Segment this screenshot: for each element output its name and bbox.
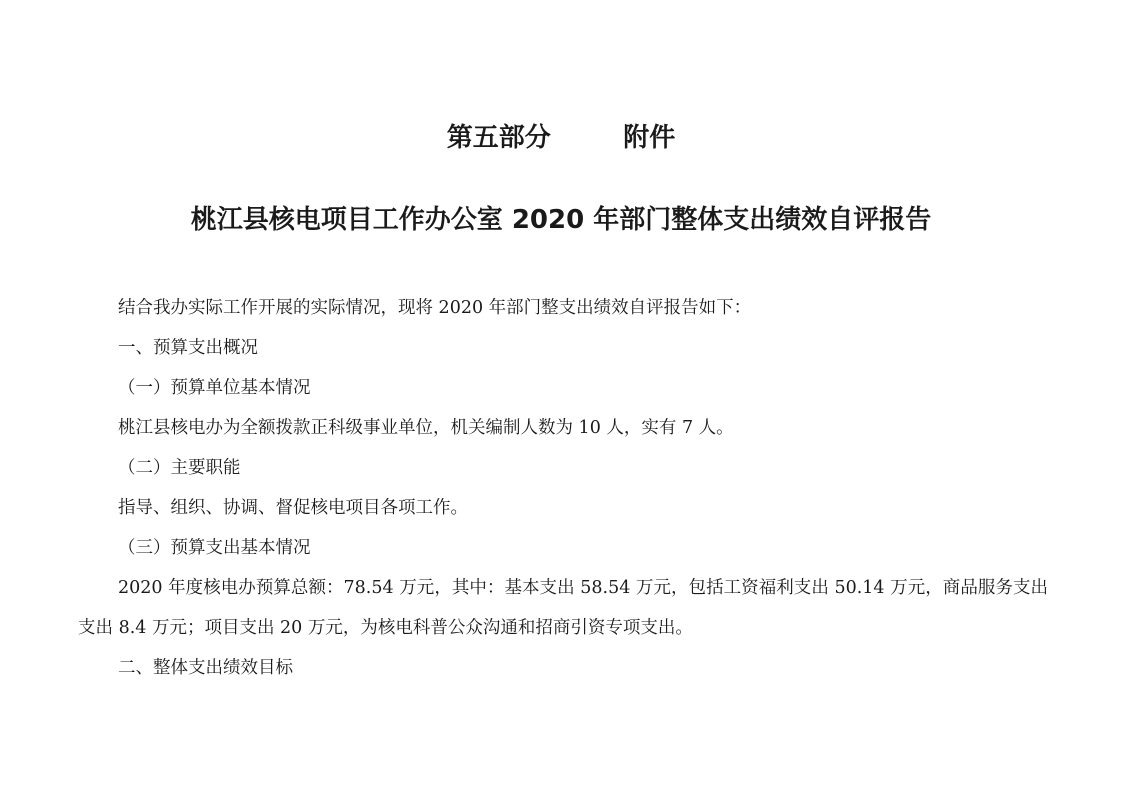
budget-expenditure-paragraph: 2020 年度核电办预算总额：78.54 万元，其中：基本支出 58.54 万元，包括工资福利支出 50.14 万元，商品服务支出支出 8.4 万元；项目支出 20 万元，为核电科普公众沟通和招商引资专项支出。	[78, 578, 1048, 638]
main-functions-paragraph: 指导、组织、协调、督促核电项目各项工作。	[118, 498, 468, 518]
intro-paragraph: 结合我办实际工作开展的实际情况，现将 2020 年部门整支出绩效自评报告如下：	[118, 298, 752, 318]
unit-info-paragraph: 桃江县核电办为全额拨款正科级事业单位，机关编制人数为 10 人，实有 7 人。	[118, 418, 734, 438]
section-heading-performance-goals: 二、整体支出绩效目标	[118, 658, 293, 678]
subsection-heading-main-functions: （二）主要职能	[118, 458, 241, 478]
part-title: 第五部分 附件	[446, 123, 676, 153]
subsection-heading-unit-info: （一）预算单位基本情况	[118, 378, 311, 398]
report-body	[78, 288, 1048, 688]
report-title: 桃江县核电项目工作办公室 2020 年部门整体支出绩效自评报告	[190, 205, 932, 235]
subsection-heading-budget-expenditure: （三）预算支出基本情况	[118, 538, 311, 558]
section-heading-budget-overview: 一、预算支出概况	[118, 338, 258, 358]
